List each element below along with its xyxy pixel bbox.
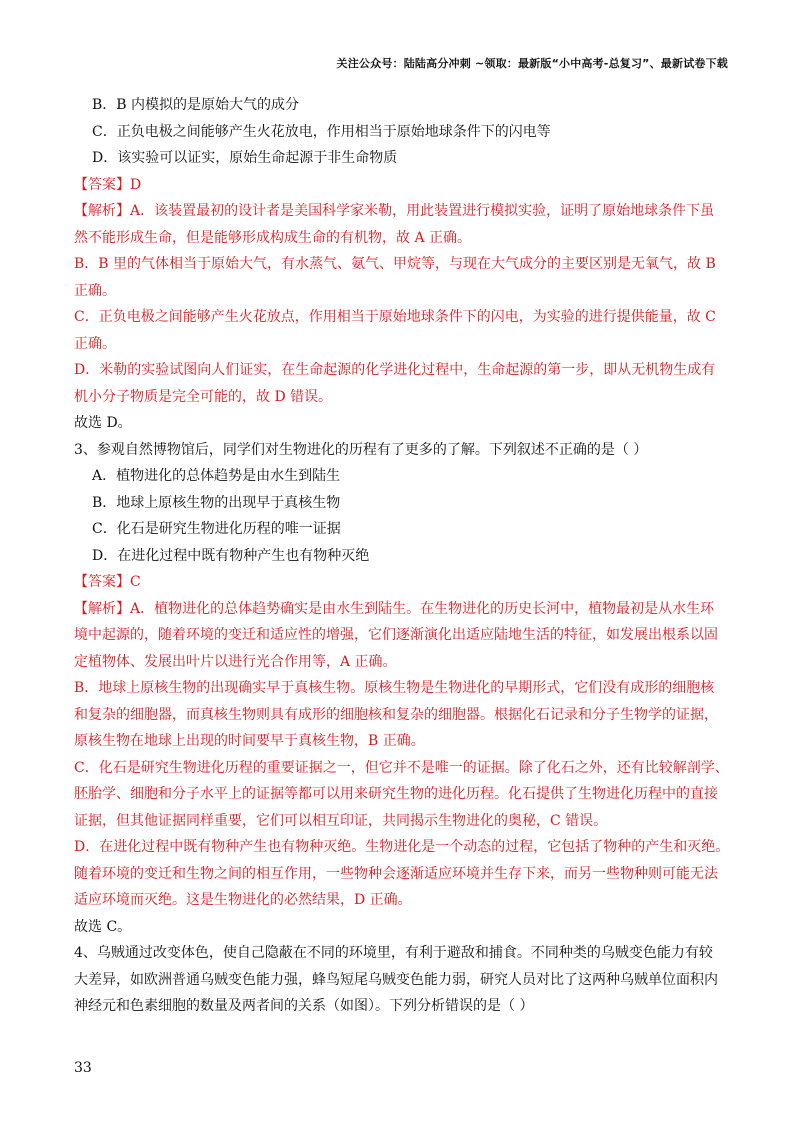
q2-analysis-line-7: D．米勒的实验试图向人们证实，在生命起源的化学进化过程中，生命起源的第一步，即从无机物生成有	[74, 362, 716, 378]
page-header: 关注公众号：陆陆高分冲刺 ~领取：最新版“小中高考-总复习”、最新试卷下载	[336, 57, 728, 70]
q3-option-b: B．地球上原核生物的出现早于真核生物	[92, 494, 341, 511]
q3-answer: 【答案】C	[74, 574, 141, 590]
q3-analysis-line-11: 随着环境的变迁和生物之间的相互作用，一些物种会逐渐适应环境并生存下来，而另一些物种则可能无法	[74, 865, 718, 882]
q3-option-c: C．化石是研究生物进化历程的唯一证据	[92, 521, 341, 537]
q2-analysis-line-5: C．正负电极之间能够产生火花放点，作用相当于原始地球条件下的闪电，为实验的进行提供能量，故 C	[74, 309, 716, 325]
q2-analysis-line-2: 然不能形成生命，但是能够形成构成生命的有机物，故 A 正确。	[74, 229, 472, 246]
q3-analysis-line-12: 适应环境而灭绝。这是生物进化的必然结果，D 正确。	[74, 892, 412, 908]
q2-conclusion: 故选 D。	[74, 415, 132, 431]
q3-analysis-line-5: 和复杂的细胞器，而真核生物则具有成形的细胞核和复杂的细胞器。根据化石记录和分子生物学的证据，	[74, 706, 718, 723]
q3-conclusion: 故选 C。	[74, 918, 132, 935]
q3-analysis-line-3: 定植物体、发展出叶片以进行光合作用等，A 正确。	[74, 653, 397, 670]
q2-analysis-line-3: B．B 里的气体相当于原始大气，有水蒸气、氨气、甲烷等，与现在大气成分的主要区别是无氧气，故 B	[74, 256, 716, 272]
page-content	[74, 92, 740, 1020]
q2-analysis-line-1: 【解析】A．该装置最初的设计者是美国科学家米勒，用此装置进行模拟实验，证明了原始地球条件下虽	[74, 203, 715, 219]
q2-option-d: D．该实验可以证实，原始生命起源于非生命物质	[92, 150, 398, 166]
q2-analysis-line-4: 正确。	[74, 282, 116, 299]
q3-analysis-line-9: 证据，但其他证据同样重要，它们可以相互印证，共同揭示生物进化的奥秘，C 错误。	[74, 812, 608, 829]
q2-option-b: B．B 内模拟的是原始大气的成分	[92, 97, 300, 113]
q3-stem: 3、参观自然博物馆后，同学们对生物进化的历程有了更多的了解。下列叙述不正确的是（ ）	[74, 441, 648, 458]
q3-analysis-line-6: 原核生物在地球上出现的时间要早于真核生物，B 正确。	[74, 733, 425, 749]
q4-stem-line-1: 4、乌贼通过改变体色，使自己隐蔽在不同的环境里，有利于避敌和捕食。不同种类的乌贼变色能力有较	[74, 945, 713, 961]
q2-analysis-line-8: 机小分子物质是完全可能的，故 D 错误。	[74, 388, 333, 405]
q3-analysis-line-10: D．在进化过程中既有物种产生也有物种灭绝。生物进化是一个动态的过程，它包括了物种的产生和灭绝。	[74, 839, 730, 855]
q2-answer: 【答案】D	[74, 176, 142, 193]
q3-analysis-line-7: C．化石是研究生物进化历程的重要证据之一，但它并不是唯一的证据。除了化石之外，还有比较解剖学、	[74, 759, 729, 776]
q3-option-a: A．植物进化的总体趋势是由水生到陆生	[92, 468, 341, 484]
q3-analysis-line-1: 【解析】A．植物进化的总体趋势确实是由水生到陆生。在生物进化的历史长河中，植物最初是从水生环	[74, 600, 715, 617]
q3-analysis-line-8: 胚胎学、细胞和分子水平上的证据等都可以用来研究生物的进化历程。化石提供了生物进化历程中的直接	[74, 786, 718, 802]
q2-option-c: C．正负电极之间能够产生火花放电，作用相当于原始地球条件下的闪电等	[92, 123, 551, 140]
q2-analysis-line-6: 正确。	[74, 335, 116, 352]
page-number: 33	[74, 1060, 92, 1076]
q4-stem-line-2: 大差异，如欧洲普通乌贼变色能力强，蜂鸟短尾乌贼变色能力弱，研究人员对比了这两种乌贼单位面积内	[74, 971, 718, 988]
q3-analysis-line-2: 境中起源的，随着环境的变迁和适应性的增强，它们逐渐演化出适应陆地生活的特征，如发展出根系以固	[74, 627, 718, 643]
q4-stem-line-3: 神经元和色素细胞的数量及两者间的关系（如图）。下列分析错误的是（ ）	[74, 998, 534, 1014]
q3-analysis-line-4: B．地球上原核生物的出现确实早于真核生物。原核生物是生物进化的早期形式，它们没有成形的细胞核	[74, 680, 715, 696]
q3-option-d: D．在进化过程中既有物种产生也有物种灭绝	[92, 547, 370, 564]
